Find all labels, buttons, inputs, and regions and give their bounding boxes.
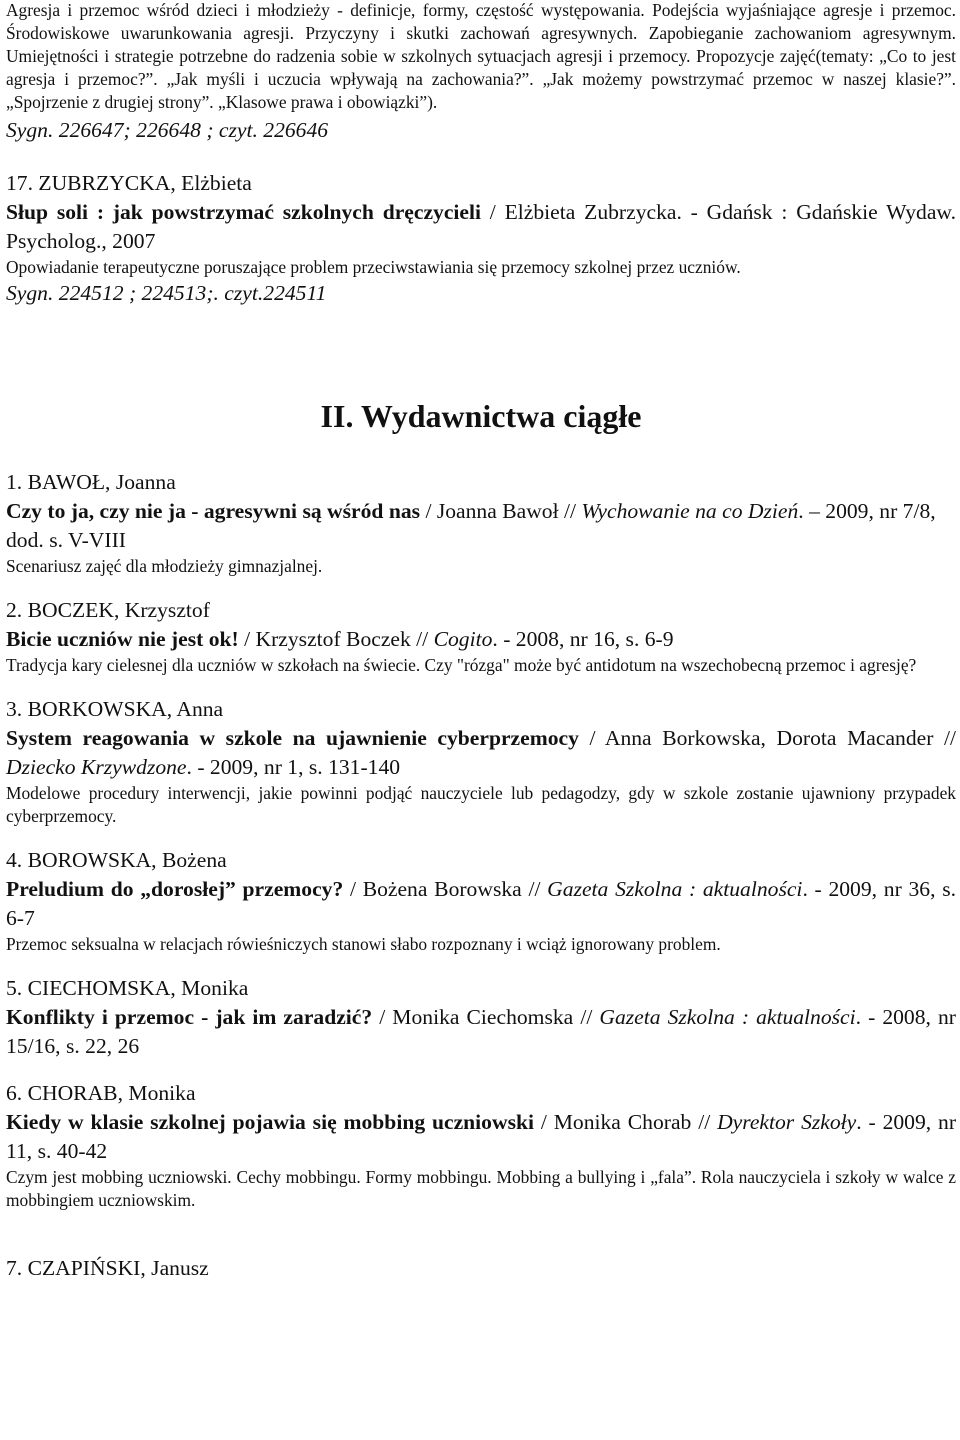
entry-citation <box>6 497 956 555</box>
entry-title: Kiedy w klasie szkolnej pojawia się mobbing uczniowski <box>6 1110 534 1134</box>
document-page <box>6 0 956 1283</box>
entry-6 <box>6 1079 956 1212</box>
entry-issue: . – 2009, nr 7/8, dod. s. V-VIII <box>6 499 936 552</box>
entry-journal: Gazeta Szkolna : aktualności <box>547 877 803 901</box>
entry-publication: / Elżbieta Zubrzycka. - Gdańsk : Gdańskie Wydaw. Psycholog., 2007 <box>6 200 957 253</box>
entry-journal: Gazeta Szkolna : aktualności <box>599 1005 856 1029</box>
entry-journal: Dyrektor Szkoły <box>717 1110 857 1134</box>
entry-title: System reagowania w szkole na ujawnienie cyberprzemocy <box>6 726 579 750</box>
entry-issue: . - 2009, nr 1, s. 131-140 <box>186 755 401 779</box>
entry-author: 2. BOCZEK, Krzysztof <box>6 598 210 622</box>
entry-description: Agresja i przemoc wśród dzieci i młodzieży - definicje, formy, częstość występowania. Podejścia wyjaśniające agresje i przemoc. Środowiskowe uwarunkowania agresji. Przyczyny i skutki zachowań agresywnych. Zapobieganie zachowaniom agresywnym. Umiejętności i strategie potrzebne do radzenia sobie w szkolnych sytuacjach agresji i przemocy. Propozycje zajęć(tematy: „Co to jest agresja i przemoc?”. „Jak myśli i uczucia wpływają na zachowania?”. „Jak możemy powstrzymać przemoc w naszej klasie?”. „Spojrzenie z drugiej strony”. „Klasowe prawa i obowiązki”). <box>6 0 956 112</box>
entry-author: 4. BOROWSKA, Bożena <box>6 848 227 872</box>
entry-author: 7. CZAPIŃSKI, Janusz <box>6 1256 209 1280</box>
entry-citation <box>6 1108 956 1166</box>
entry-citation <box>6 875 956 933</box>
entry-title: Konflikty i przemoc - jak im zaradzić? <box>6 1005 373 1029</box>
entry-description: Czym jest mobbing uczniowski. Cechy mobbingu. Formy mobbingu. Mobbing a bullying i „fala”. Rola nauczyciela i szkoły w walce z mobbingiem uczniowskim. <box>6 1167 956 1210</box>
entry-journal: Dziecko Krzywdzone <box>6 755 187 779</box>
entry-description: Tradycja kary cielesnej dla uczniów w szkołach na świecie. Czy "rózga" może być antidotum na wszechobecną przemoc i agresję? <box>6 655 917 675</box>
entry-author: 5. CIECHOMSKA, Monika <box>6 976 249 1000</box>
entry-author-ref: / Joanna Bawoł // <box>420 499 582 523</box>
entry-title: Słup soli : jak powstrzymać szkolnych dręczycieli <box>6 200 482 224</box>
entry-description: Przemoc seksualna w relacjach rówieśniczych stanowi słabo rozpoznany i wciąż ignorowany problem. <box>6 934 721 954</box>
entry-signature: Sygn. 224512 ; 224513;. czyt.224511 <box>6 281 327 305</box>
entry-description: Opowiadanie terapeutyczne poruszające problem przeciwstawiania się przemocy szkolnej przez uczniów. <box>6 257 741 277</box>
entry-description: Scenariusz zajęć dla młodzieży gimnazjalnej. <box>6 556 323 576</box>
entry-citation <box>6 724 956 782</box>
entry-author-ref: / Bożena Borowska // <box>343 877 548 901</box>
entry-4 <box>6 846 956 956</box>
entry-journal: Cogito <box>433 627 493 651</box>
entry-2 <box>6 596 956 677</box>
entry-1 <box>6 468 956 578</box>
entry-author-ref: / Anna Borkowska, Dorota Macander // <box>578 726 956 750</box>
entry-signature: Sygn. 226647; 226648 ; czyt. 226646 <box>6 118 329 142</box>
entry-title: Bicie uczniów nie jest ok! <box>6 627 239 651</box>
entry-author: 6. CHORAB, Monika <box>6 1081 196 1105</box>
entry-title: Czy to ja, czy nie ja - agresywni są wśród nas <box>6 499 421 523</box>
entry-author: 3. BORKOWSKA, Anna <box>6 697 224 721</box>
entry-author: 1. BAWOŁ, Joanna <box>6 470 176 494</box>
entry-journal: Wychowanie na co Dzień <box>581 499 799 523</box>
entry-issue: . - 2008, nr 15/16, s. 22, 26 <box>6 1005 956 1058</box>
entry-citation <box>6 198 956 256</box>
entry-issue: . - 2009, nr 11, s. 40-42 <box>6 1110 957 1163</box>
entry-title: Preludium do „dorosłej” przemocy? <box>6 877 344 901</box>
entry-citation <box>6 625 956 654</box>
entry-author-ref: / Monika Ciechomska // <box>372 1005 600 1029</box>
entry-7 <box>6 1254 956 1283</box>
section-heading: II. Wydawnictwa ciągłe <box>320 398 642 434</box>
entry-author-ref: / Monika Chorab // <box>533 1110 718 1134</box>
entry-3 <box>6 695 956 828</box>
entry-citation <box>6 1003 956 1061</box>
entry-description: Modelowe procedury interwencji, jakie powinni podjąć nauczyciele lub pedagodzy, gdy w szkole zostanie ujawniony przypadek cyberprzemocy. <box>6 783 956 826</box>
entry-5 <box>6 974 956 1061</box>
entry-author-ref: / Krzysztof Boczek // <box>238 627 434 651</box>
entry-author: 17. ZUBRZYCKA, Elżbieta <box>6 171 252 195</box>
entry-issue: . - 2008, nr 16, s. 6-9 <box>492 627 674 651</box>
entry-17 <box>6 169 956 308</box>
entry-issue: . - 2009, nr 36, s. 6-7 <box>6 877 956 930</box>
